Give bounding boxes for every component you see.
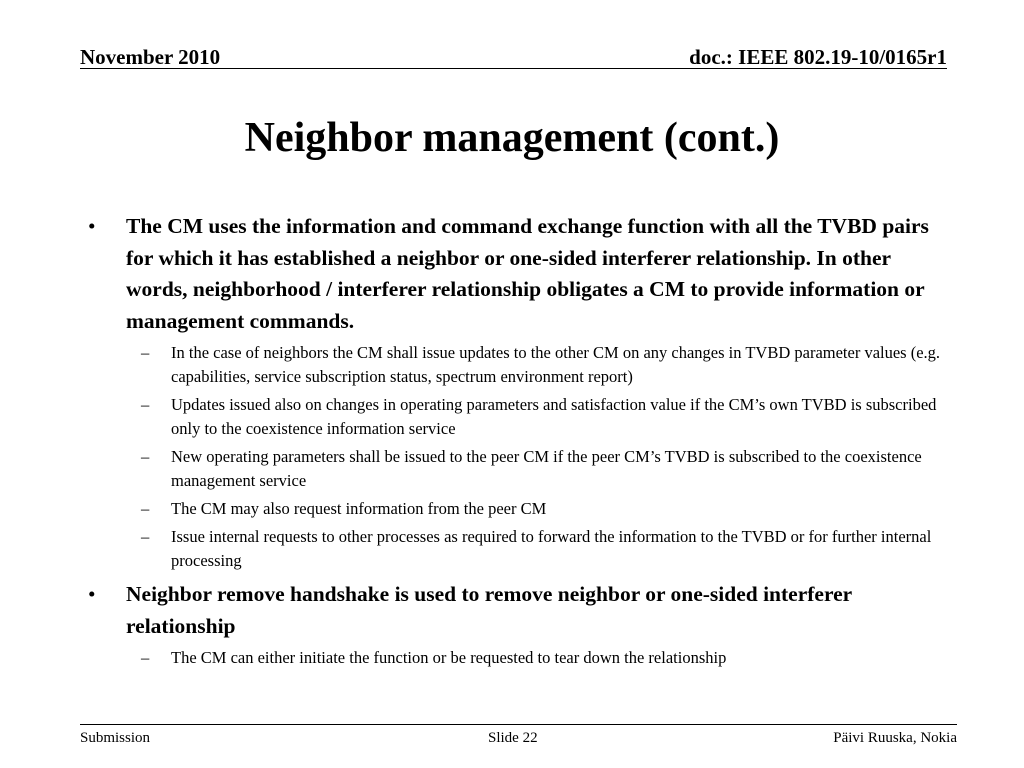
sub-bullet-item — [88, 341, 948, 389]
sub-bullet-marker: – — [141, 343, 150, 362]
footer-divider — [80, 724, 957, 725]
sub-bullet-item — [88, 646, 948, 670]
bullet-item — [88, 579, 948, 642]
sub-bullet-text: Updates issued also on changes in operating parameters and satisfaction value if the CM’s own TVBD is subscribed only to the coexistence information service — [171, 395, 937, 438]
header-divider — [80, 68, 947, 69]
bullet-item — [88, 211, 948, 337]
bullet-text: The CM uses the information and command exchange function with all the TVBD pairs for which it has established a neighbor or one-sided interferer relationship. In other words, neighborhood / interferer relationship obligates a CM to provide information or management commands. — [126, 214, 929, 333]
sub-bullet-text: Issue internal requests to other processes as required to forward the information to the TVBD or for further internal processing — [171, 527, 932, 570]
sub-bullet-marker: – — [141, 527, 150, 546]
sub-bullet-list — [88, 646, 948, 670]
sub-bullet-list — [88, 341, 948, 573]
footer-submission: Submission — [80, 730, 151, 746]
sub-bullet-item — [88, 525, 948, 573]
sub-bullet-text: In the case of neighbors the CM shall issue updates to the other CM on any changes in TVBD parameter values (e.g. capabilities, service subscription status, spectrum environment report) — [171, 343, 941, 386]
footer-slide-number: Slide 22 — [488, 730, 538, 746]
bullet-text: Neighbor remove handshake is used to remove neighbor or one-sided interferer relationship — [126, 582, 852, 638]
bullet-marker: • — [88, 214, 96, 238]
sub-bullet-marker: – — [141, 499, 150, 518]
slide-title: Neighbor management (cont.) — [244, 115, 780, 161]
sub-bullet-text: The CM can either initiate the function or be requested to tear down the relationship — [171, 648, 727, 667]
header-date: November 2010 — [80, 45, 221, 69]
header-doc-id: doc.: IEEE 802.19-10/0165r1 — [689, 45, 947, 69]
sub-bullet-item — [88, 393, 948, 441]
sub-bullet-marker: – — [141, 648, 150, 667]
sub-bullet-text: The CM may also request information from the peer CM — [171, 499, 547, 518]
sub-bullet-marker: – — [141, 395, 150, 414]
slide-content — [88, 211, 948, 676]
sub-bullet-marker: – — [141, 447, 150, 466]
sub-bullet-text: New operating parameters shall be issued to the peer CM if the peer CM’s TVBD is subscribed to the coexistence management service — [171, 447, 922, 490]
bullet-marker: • — [88, 582, 96, 606]
sub-bullet-item — [88, 497, 948, 521]
footer-author: Päivi Ruuska, Nokia — [833, 730, 957, 746]
sub-bullet-item — [88, 445, 948, 493]
